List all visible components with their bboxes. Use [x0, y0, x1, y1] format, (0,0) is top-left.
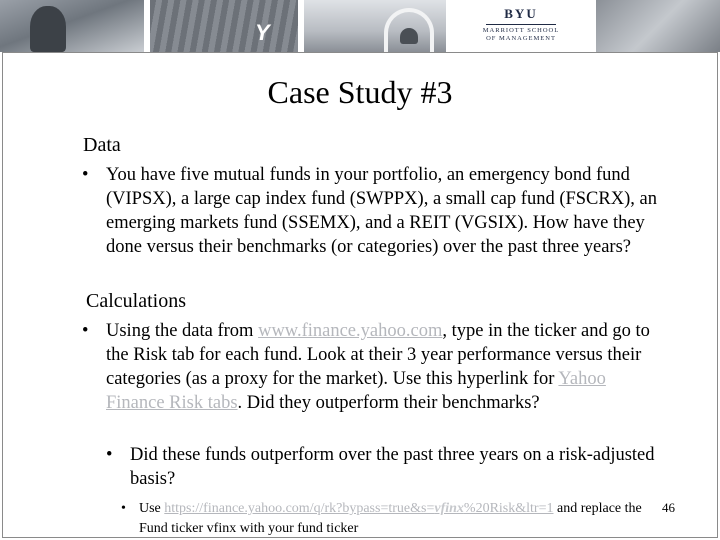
- data-bullet: [82, 163, 666, 259]
- yahoo-risk-tabs-link[interactable]: Yahoo Finance Risk tabs: [106, 369, 606, 413]
- building-photo: [150, 0, 298, 52]
- risk-adjusted-sub-bullet: [106, 443, 670, 491]
- sub-bullet-text: Did these funds outperform over the past three years on a risk-adjusted basis?: [130, 445, 655, 489]
- page-number: 46: [662, 500, 675, 515]
- bell-icon: [400, 28, 418, 44]
- campus-building-photo: [596, 0, 720, 52]
- bullet-dot: •: [82, 321, 89, 341]
- byu-logo-tile: [452, 0, 590, 52]
- bullet-dot: •: [106, 445, 113, 465]
- risk-url-link[interactable]: [164, 501, 553, 516]
- data-bullet-text: You have five mutual funds in your portfolio, an emergency bond fund (VIPSX), a large cap index fund (SWPPX), a small cap fund (FSCRX), an emerging markets fund (SSEMX), and a REIT (VGSIX). How have they done versus their benchmarks (or categories) over the past three years?: [106, 165, 657, 257]
- y-mountain-icon: Y: [255, 20, 270, 45]
- logo-management-text: OF MANAGEMENT: [486, 35, 556, 42]
- calculations-heading: Calculations: [86, 290, 186, 312]
- sub-sub-part1: Use: [139, 501, 165, 516]
- logo-divider: [486, 24, 556, 25]
- yahoo-finance-link[interactable]: www.finance.yahoo.com: [258, 321, 443, 341]
- risk-url-ticker: vfinx: [434, 501, 464, 516]
- url-sub-sub-bullet: [121, 499, 659, 539]
- header-banner: [0, 0, 720, 52]
- calc-text-part1: Using the data from: [106, 321, 259, 341]
- risk-url-part-c: %20Risk&ltr=1: [463, 501, 554, 516]
- bullet-dot: •: [121, 501, 126, 516]
- statue-photo: [0, 0, 144, 52]
- sub-sub-part2: and replace the Fund ticker vfinx with your fund ticker: [139, 501, 642, 536]
- bullet-dot: •: [82, 165, 89, 185]
- byu-logo: [452, 6, 590, 43]
- risk-url-part-a: https://finance.yahoo.com/q/rk?bypass=true&s=: [164, 501, 435, 516]
- calc-text-part3: . Did they outperform their benchmarks?: [237, 393, 540, 413]
- logo-school-text: MARRIOTT SCHOOL: [482, 27, 560, 34]
- statue-figure: [30, 6, 66, 52]
- logo-byu-text: BYU: [504, 6, 538, 21]
- calculations-bullet: [82, 319, 666, 415]
- data-heading: Data: [83, 134, 121, 156]
- bell-tower-photo: [304, 0, 446, 52]
- slide-title: Case Study #3: [267, 74, 453, 110]
- calc-text-part2: , type in the ticker and go to the Risk tab for each fund. Look at their 3 year performance versus their categories (as a proxy for the market). Use this hyperlink for: [106, 321, 650, 389]
